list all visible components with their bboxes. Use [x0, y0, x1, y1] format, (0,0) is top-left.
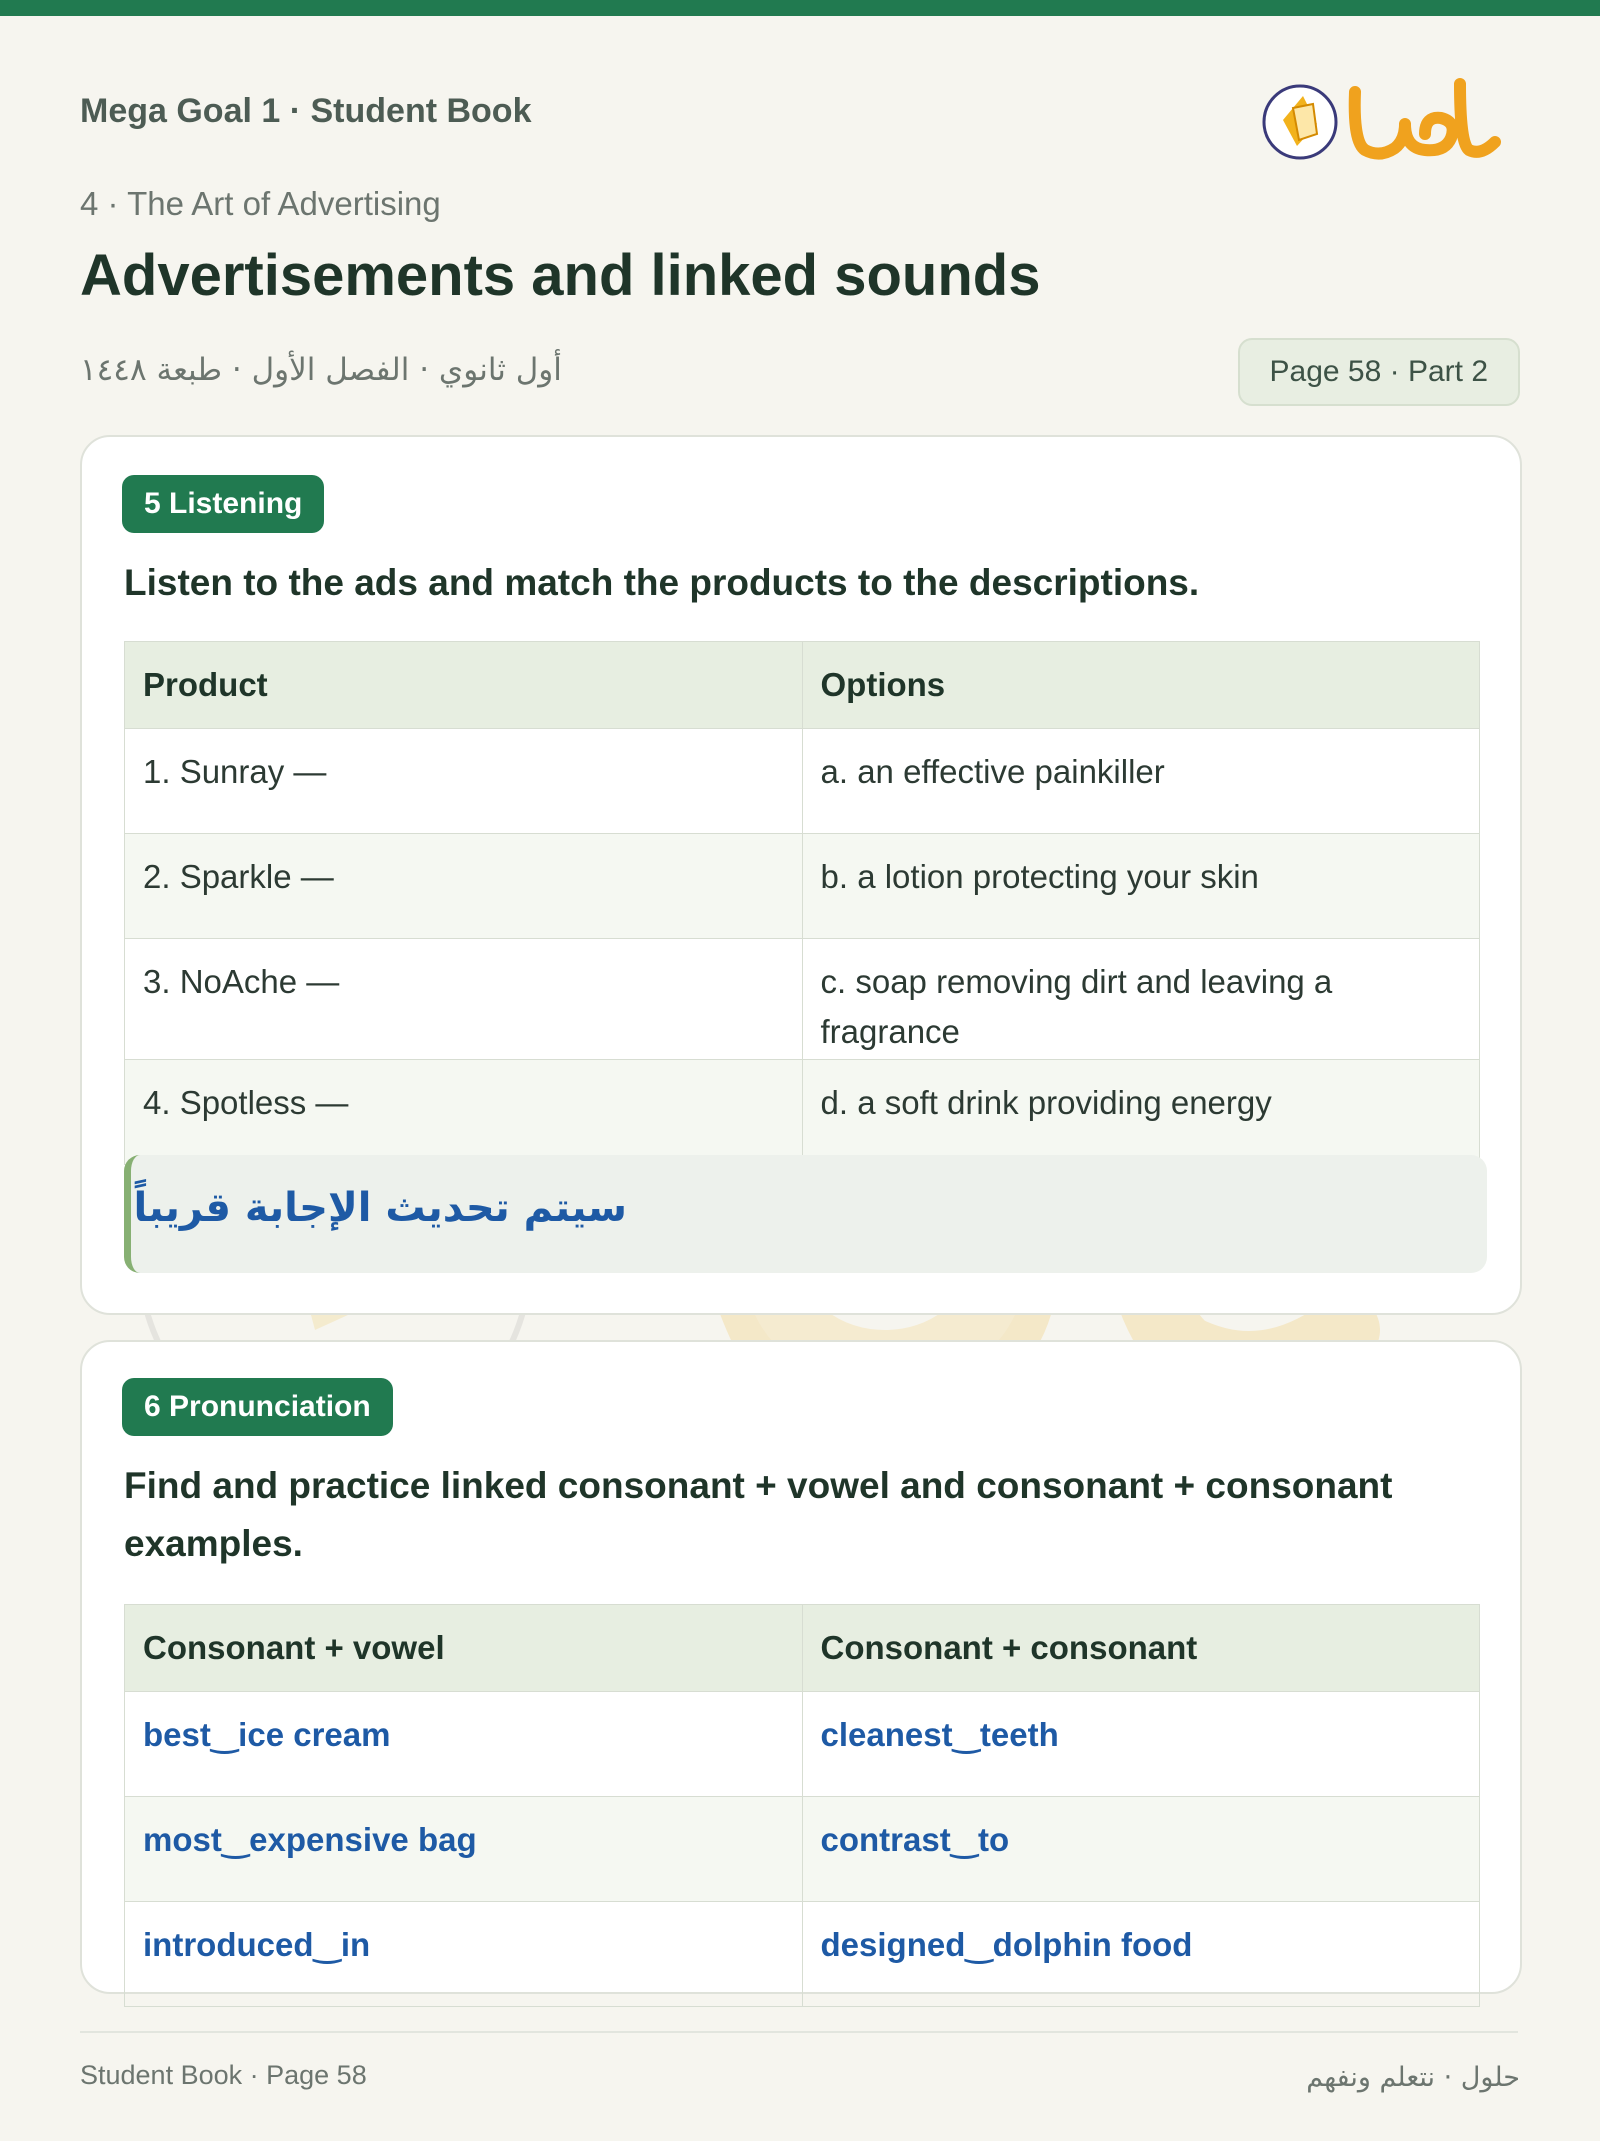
top-accent-bar [0, 0, 1600, 16]
option-cell: a. an effective painkiller [802, 729, 1480, 834]
pronunciation-card [80, 1340, 1522, 1994]
linked-example: contrast‿to [802, 1797, 1480, 1902]
linked-example: designed‿dolphin food [802, 1902, 1480, 2007]
option-cell: b. a lotion protecting your skin [802, 834, 1480, 939]
table-row [125, 1060, 1480, 1165]
section-label-pronunciation: 6 Pronunciation [122, 1378, 393, 1436]
footer-brand-tagline: حلول · نتعلم ونفهم [1306, 2062, 1520, 2093]
linked-example: best‿ice cream [125, 1692, 803, 1797]
page-title: Advertisements and linked sounds [80, 243, 1041, 308]
product-cell: 2. Sparkle — [125, 834, 803, 939]
answer-note-box [124, 1155, 1487, 1273]
product-cell: 4. Spotless — [125, 1060, 803, 1165]
footer-divider [80, 2031, 1518, 2033]
table-row [125, 1902, 1480, 2007]
grade-subtitle: أول ثانوي · الفصل الأول · طبعة ١٤٤٨ [80, 352, 562, 388]
column-header: Consonant + consonant [802, 1605, 1480, 1692]
table-row [125, 834, 1480, 939]
product-cell: 3. NoAche — [125, 939, 803, 1060]
column-header: Options [802, 642, 1480, 729]
book-title: Mega Goal 1 · Student Book [80, 92, 532, 130]
section-label-listening: 5 Listening [122, 475, 324, 533]
table-row [125, 1797, 1480, 1902]
option-cell: d. a soft drink providing energy [802, 1060, 1480, 1165]
table-header-row [125, 1605, 1480, 1692]
unit-label: 4 · The Art of Advertising [80, 185, 441, 222]
answer-note: سيتم تحديث الإجابة قريباً [133, 1185, 627, 1231]
product-cell: 1. Sunray — [125, 729, 803, 834]
column-header: Consonant + vowel [125, 1605, 803, 1692]
listening-card [80, 435, 1522, 1315]
footer-page-label: Student Book · Page 58 [80, 2060, 367, 2090]
table-row [125, 729, 1480, 834]
linked-example: cleanest‿teeth [802, 1692, 1480, 1797]
listening-instruction: Listen to the ads and match the products to the descriptions. [124, 562, 1200, 603]
listening-table [124, 641, 1480, 1165]
hulul-logo [1255, 62, 1505, 172]
pronunciation-instruction: Find and practice linked consonant + vowel and consonant + consonant examples. [124, 1465, 1393, 1564]
table-row [125, 939, 1480, 1060]
linked-example: introduced‿in [125, 1902, 803, 2007]
page-badge: Page 58 · Part 2 [1238, 338, 1520, 406]
table-row [125, 1692, 1480, 1797]
column-header: Product [125, 642, 803, 729]
linked-example: most‿expensive bag [125, 1797, 803, 1902]
option-cell: c. soap removing dirt and leaving a fragrance [802, 939, 1480, 1060]
pronunciation-table [124, 1604, 1480, 2007]
table-header-row [125, 642, 1480, 729]
